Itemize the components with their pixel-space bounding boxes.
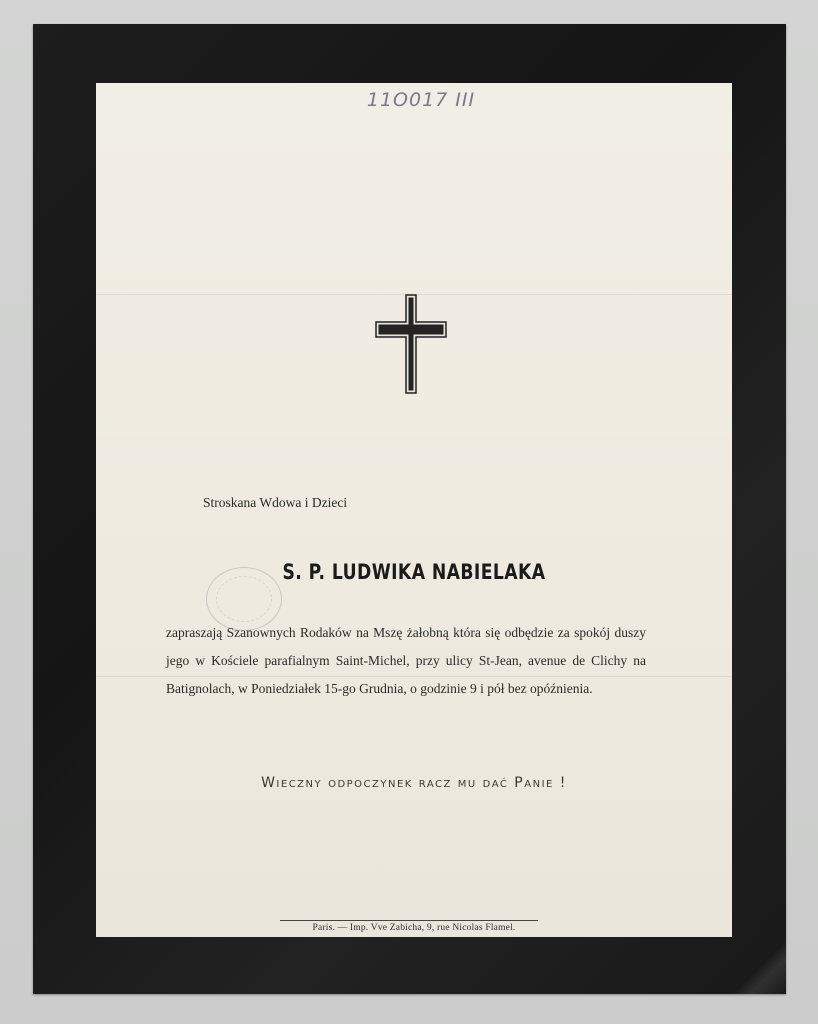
divider [280, 920, 538, 921]
printer-imprint: Paris. — Imp. Vve Zabicha, 9, rue Nicolas Flamel. [312, 923, 516, 933]
invitation-text: zapraszają Szanownych Rodaków na Mszę żałobną która się odbędzie za spokój duszy jego w Kościele parafialnym Saint-Michel, przy ulicy St-Jean, avenue de Clichy na Batignolach, w Poniedziałek 15-go Grudnia, o godzinie 9 i pół bez opóźnienia. [166, 625, 646, 696]
folded-corner [726, 934, 786, 994]
deceased-name: S. P. LUDWIKA NABIELAKA [282, 560, 546, 584]
latin-cross-icon [375, 294, 447, 394]
prayer-text: Wieczny odpoczynek racz mu dać Panie ! [261, 775, 567, 791]
mourners-line: Stroskana Wdowa i Dzieci [203, 495, 348, 510]
archive-number: 11O017 III [366, 89, 476, 111]
mourning-card [96, 83, 732, 937]
